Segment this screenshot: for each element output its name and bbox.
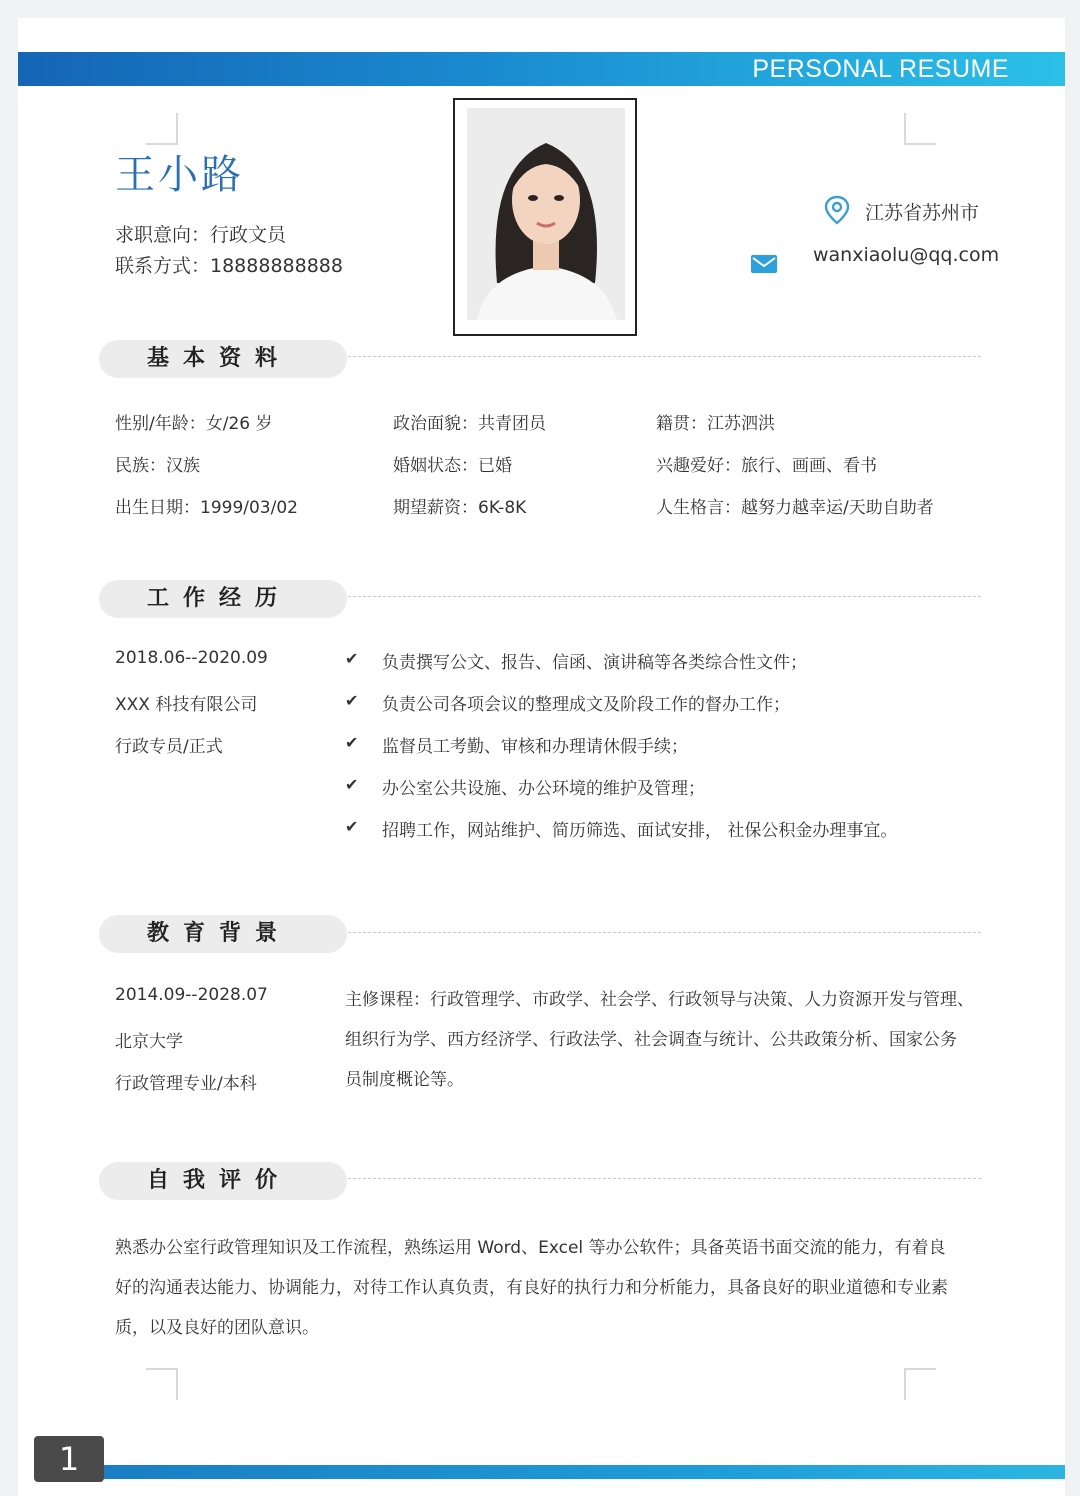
section-divider [348, 596, 981, 597]
corner-mark [146, 113, 178, 145]
expected-salary: 期望薪资：6K-8K [393, 498, 527, 518]
section-tab-education [99, 915, 347, 953]
edu-major: 行政管理专业/本科 [115, 1074, 257, 1094]
hobbies: 兴趣爱好：旅行、画画、看书 [656, 456, 877, 476]
gender-age: 性别/年龄：女/26 岁 [115, 414, 273, 434]
resume-page [18, 18, 1065, 1496]
section-divider [348, 1178, 981, 1179]
phone: 联系方式：18888888888 [115, 255, 343, 277]
ethnicity: 民族：汉族 [115, 456, 200, 476]
banner-title: PERSONAL RESUME [752, 55, 1009, 83]
self-eval-line: 好的沟通表达能力、协调能力，对待工作认真负责，有良好的执行力和分析能力，具备良好的职业道德和专业素 [115, 1278, 948, 1298]
photo-frame [453, 98, 637, 336]
duty-item: 负责撰写公文、报告、信函、演讲稿等各类综合性文件； [382, 653, 807, 673]
corner-mark [904, 1368, 936, 1400]
check-icon: ✔ [345, 733, 359, 752]
marital-status: 婚姻状态：已婚 [393, 456, 512, 476]
section-tab-work [99, 580, 347, 618]
section-tab-basic [99, 340, 347, 378]
section-title: 自我评价 [147, 1168, 292, 1193]
section-title: 基本资料 [147, 346, 292, 371]
self-eval-line: 熟悉办公室行政管理知识及工作流程，熟练运用 Word、Excel 等办公软件；具备英语书面交流的能力，有着良 [115, 1238, 946, 1258]
duty-item: 办公室公共设施、办公环境的维护及管理； [382, 779, 705, 799]
profile-photo [467, 108, 625, 320]
candidate-name: 王小路 [115, 152, 244, 198]
corner-mark [904, 113, 936, 145]
birth-date: 出生日期：1999/03/02 [115, 498, 298, 518]
self-eval-line: 质，以及良好的团队意识。 [115, 1318, 319, 1338]
check-icon: ✔ [345, 691, 359, 710]
check-icon: ✔ [345, 817, 359, 836]
job-intent: 求职意向：行政文员 [115, 224, 287, 246]
work-company: XXX 科技有限公司 [115, 695, 258, 715]
edu-period: 2014.09--2028.07 [115, 985, 268, 1005]
political-status: 政治面貌：共青团员 [393, 414, 546, 434]
duty-item: 招聘工作，网站维护、简历筛选、面试安排， 社保公积金办理事宜。 [382, 821, 898, 841]
duty-item: 负责公司各项会议的整理成文及阶段工作的督办工作； [382, 695, 790, 715]
header-banner [18, 52, 1065, 86]
courses-line: 主修课程：行政管理学、市政学、社会学、行政领导与决策、人力资源开发与管理、 [345, 990, 974, 1010]
courses-line: 员制度概论等。 [345, 1070, 464, 1090]
section-divider [348, 932, 981, 933]
courses-line: 组织行为学、西方经济学、行政法学、社会调查与统计、公共政策分析、国家公务 [345, 1030, 957, 1050]
location-pin-icon [824, 195, 850, 225]
section-title: 教育背景 [147, 921, 292, 946]
edu-school: 北京大学 [115, 1032, 183, 1052]
corner-mark [146, 1368, 178, 1400]
hometown: 籍贯：江苏泗洪 [656, 414, 775, 434]
email-text: wanxiaolu@qq.com [813, 244, 1000, 266]
section-title: 工作经历 [147, 586, 292, 611]
life-motto: 人生格言：越努力越幸运/天助自助者 [656, 498, 934, 518]
section-tab-self [99, 1162, 347, 1200]
location-text: 江苏省苏州市 [865, 202, 980, 224]
footer-bar [102, 1465, 1065, 1479]
page-number: 1 [34, 1436, 104, 1482]
work-position: 行政专员/正式 [115, 737, 223, 757]
check-icon: ✔ [345, 775, 359, 794]
work-period: 2018.06--2020.09 [115, 648, 268, 668]
duty-item: 监督员工考勤、审核和办理请休假手续； [382, 737, 688, 757]
check-icon: ✔ [345, 649, 359, 668]
envelope-icon [751, 255, 777, 273]
section-divider [348, 356, 981, 357]
